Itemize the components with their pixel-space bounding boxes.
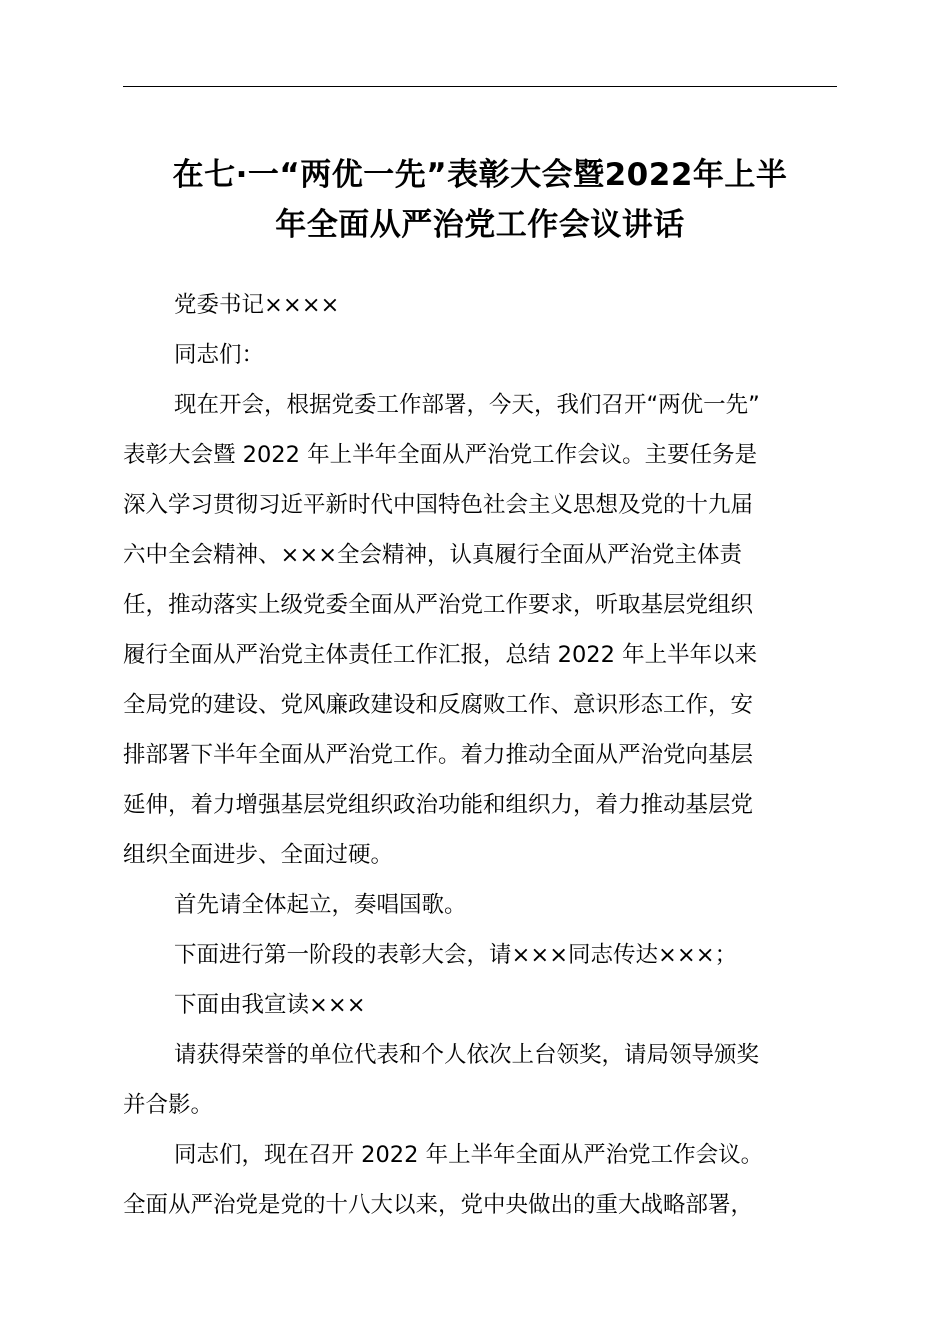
- paragraph-anthem: 首先请全体起立，奏唱国歌。: [174, 892, 467, 918]
- greeting-line: 同志们：: [174, 342, 265, 368]
- paragraph-line: 任，推动落实上级党委全面从严治党工作要求，听取基层党组织: [123, 592, 754, 618]
- speaker-line: 党委书记××××: [174, 292, 340, 318]
- document-body: [123, 280, 839, 1230]
- title-line-2: 年全面从严治党工作会议讲话: [275, 207, 685, 243]
- paragraph-line: 六中全会精神、×××全会精神，认真履行全面从严治党主体责: [123, 542, 743, 568]
- paragraph-line: 请获得荣誉的单位代表和个人依次上台领奖，请局领导颁奖: [174, 1042, 760, 1068]
- paragraph-awards: [123, 1030, 839, 1130]
- paragraph-line: 组织全面进步、全面过硬。: [123, 842, 394, 868]
- paragraph-line: 排部署下半年全面从严治党工作。着力推动全面从严治党向基层: [123, 742, 754, 768]
- paragraph-line: 并合影。: [123, 1092, 214, 1118]
- paragraph-announcement: 下面由我宣读×××: [174, 992, 366, 1018]
- document-title: [100, 150, 860, 250]
- title-line-1: 在七·一“两优一先”表彰大会暨2022年上半: [172, 157, 788, 193]
- paragraph-meeting: [123, 1130, 839, 1230]
- paragraph-line: 同志们，现在召开 2022 年上半年全面从严治党工作会议。: [174, 1142, 764, 1168]
- paragraph-line: 履行全面从严治党主体责任工作汇报，总结 2022 年上半年以来: [123, 642, 758, 668]
- paragraph-line: 深入学习贯彻习近平新时代中国特色社会主义思想及党的十九届: [123, 492, 754, 518]
- paragraph-line: 表彰大会暨 2022 年上半年全面从严治党工作会议。主要任务是: [123, 442, 758, 468]
- paragraph-line: 全面从严治党是党的十八大以来，党中央做出的重大战略部署，: [123, 1192, 754, 1218]
- paragraph-opening: [123, 380, 839, 880]
- paragraph-commendation: 下面进行第一阶段的表彰大会，请×××同志传达×××；: [174, 942, 738, 968]
- paragraph-line: 现在开会，根据党委工作部署，今天，我们召开“两优一先”: [174, 392, 760, 418]
- paragraph-line: 全局党的建设、党风廉政建设和反腐败工作、意识形态工作，安: [123, 692, 754, 718]
- paragraph-line: 延伸，着力增强基层党组织政治功能和组织力，着力推动基层党: [123, 792, 754, 818]
- header-rule: [123, 86, 837, 87]
